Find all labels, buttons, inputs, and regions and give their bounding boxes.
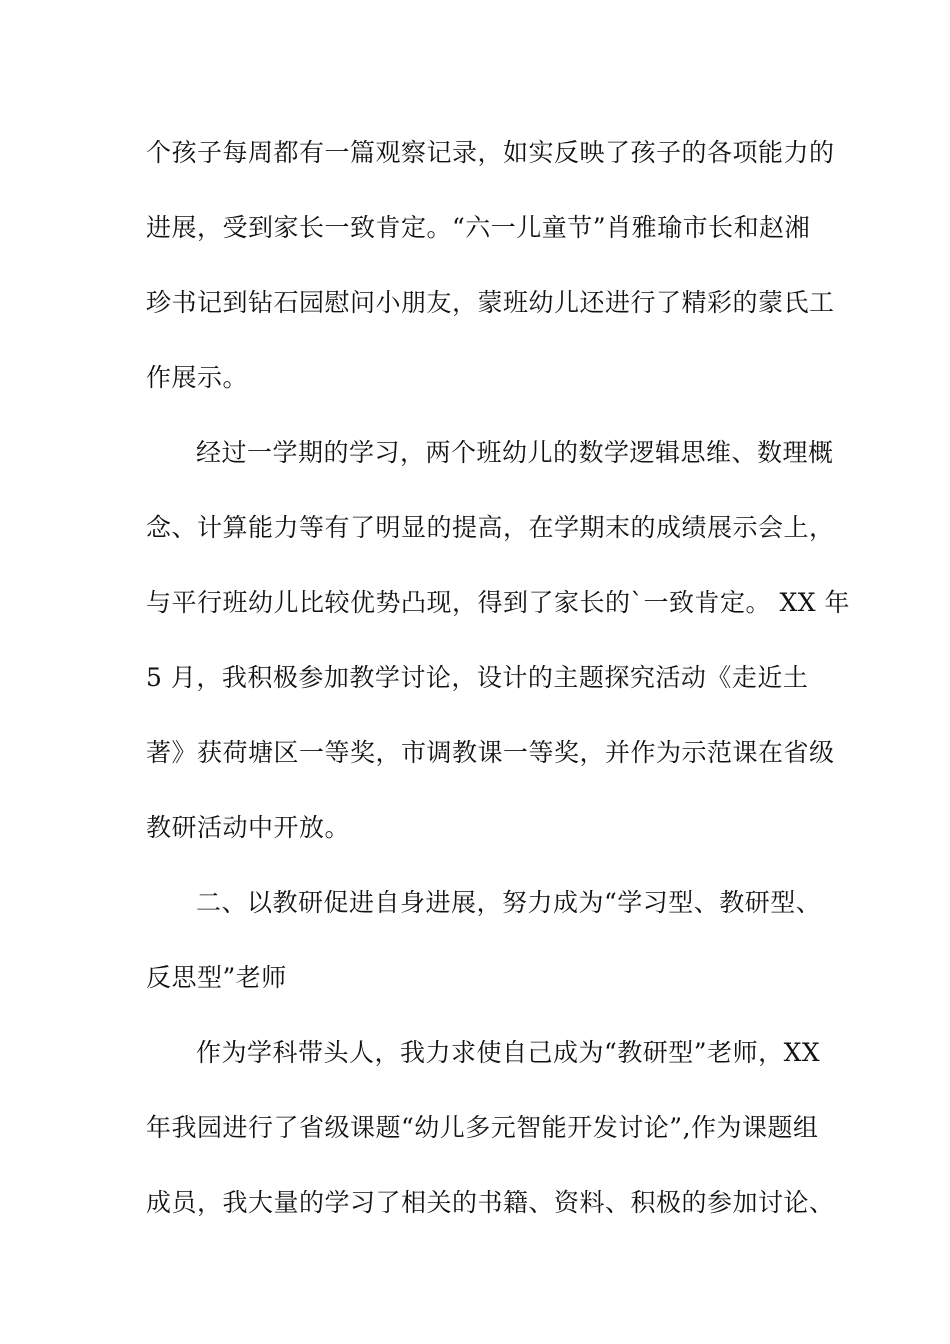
text-line: 个孩子每周都有一篇观察记录，如实反映了孩子的各项能力的 xyxy=(146,138,835,167)
text-line: 年我园进行了省级课题“幼儿多元智能开发讨论”,作为课题组 xyxy=(146,1113,819,1142)
text-line: 念、计算能力等有了明显的提高，在学期末的成绩展示会上， xyxy=(146,513,835,542)
section-heading: 二、以教研促进自身进展，努力成为“学习型、教研型、 xyxy=(196,888,822,917)
text-line: 珍书记到钻石园慰问小朋友，蒙班幼儿还进行了精彩的蒙氏工 xyxy=(146,288,835,317)
document-body xyxy=(146,131,850,1256)
text-line: 著》获荷塘区一等奖，市调教课一等奖，并作为示范课在省级 xyxy=(146,738,835,767)
text-line: 教研活动中开放。 xyxy=(146,813,351,842)
section-heading-continued: 反思型”老师 xyxy=(146,963,287,992)
paragraph-first-line: 作为学科带头人，我力求使自己成为“教研型”老师，XX xyxy=(196,1038,821,1067)
text-line: 与平行班幼儿比较优势凸现，得到了家长的`一致肯定。 XX 年 xyxy=(146,588,850,617)
text-line: 进展，受到家长一致肯定。“六一儿童节”肖雅瑜市长和赵湘 xyxy=(146,213,811,242)
text-line: 作展示。 xyxy=(146,363,249,392)
text-line: 成员，我大量的学习了相关的书籍、资料、积极的参加讨论、 xyxy=(146,1188,835,1217)
paragraph-first-line: 经过一学期的学习，两个班幼儿的数学逻辑思维、数理概 xyxy=(196,438,834,467)
text-line: 5 月，我积极参加教学讨论，设计的主题探究活动《走近土 xyxy=(146,663,809,692)
